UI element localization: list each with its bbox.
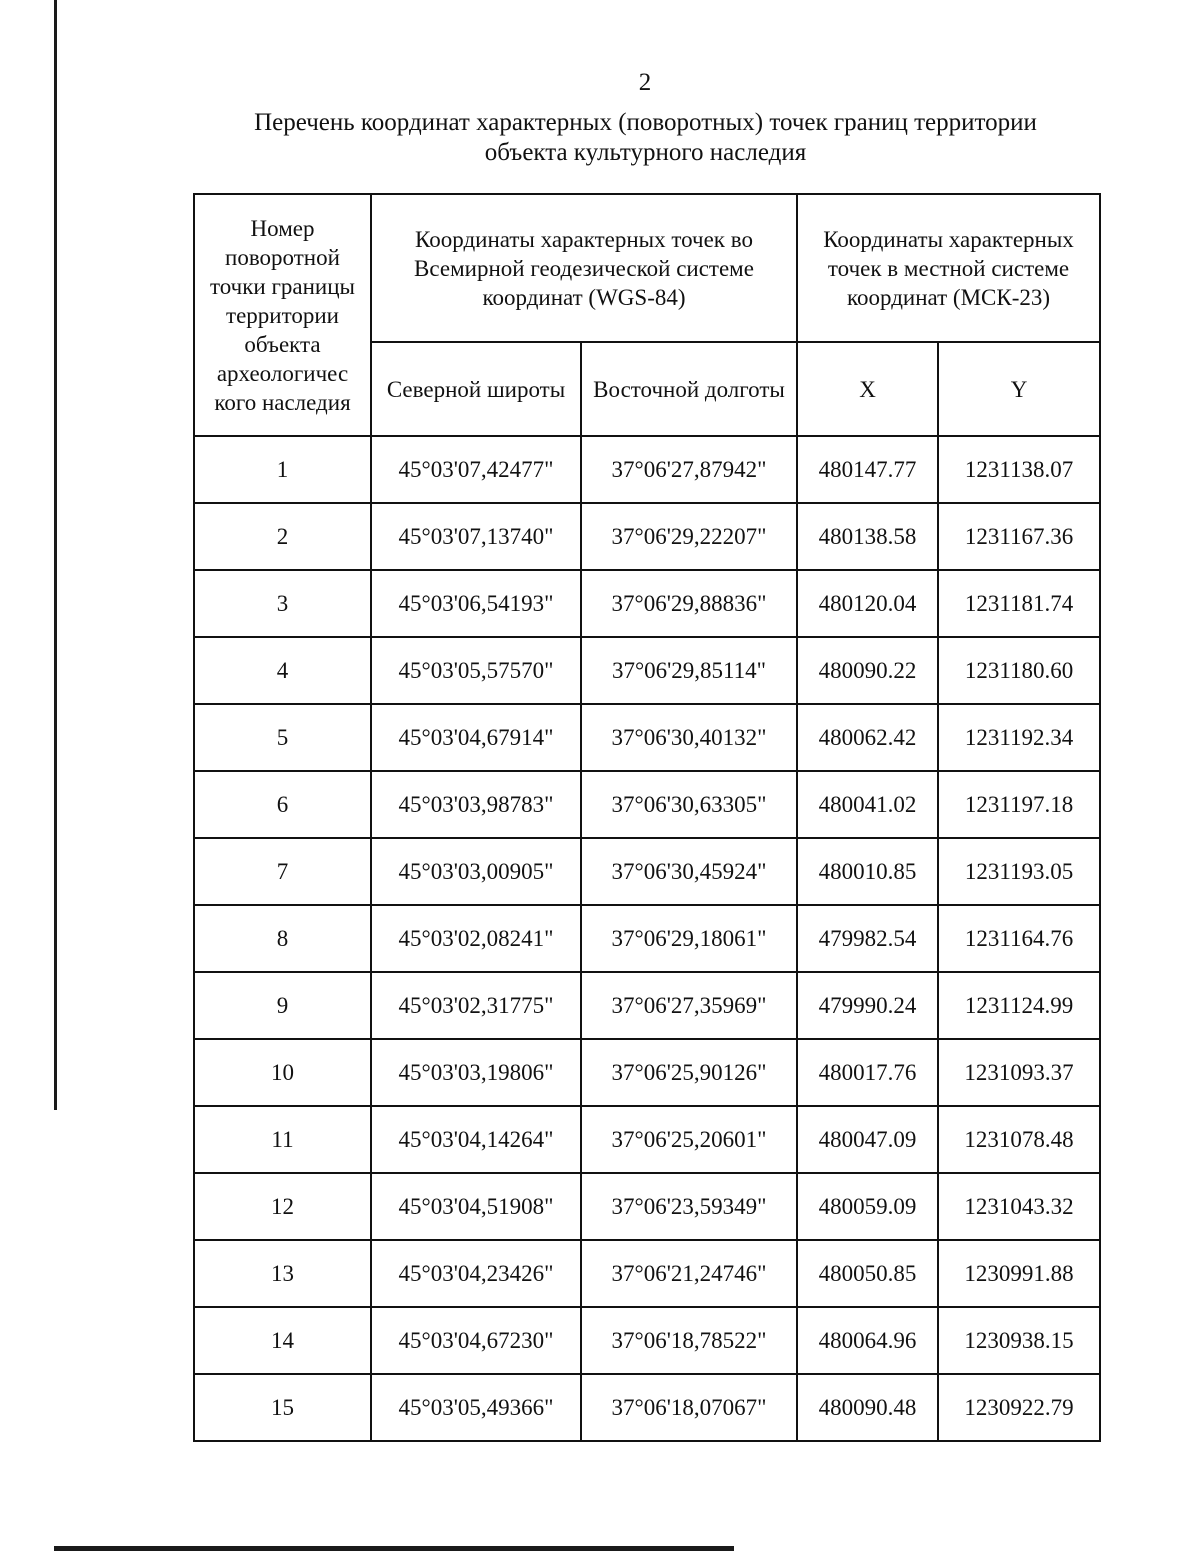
- cell-north-latitude: 45°03'02,31775": [371, 972, 581, 1039]
- table-row: [194, 972, 1100, 1039]
- cell-y: 1231043.32: [938, 1173, 1100, 1240]
- cell-x: 480062.42: [797, 704, 938, 771]
- cell-east-longitude: 37°06'30,45924": [581, 838, 797, 905]
- document-title: [193, 108, 1098, 168]
- table-row: [194, 905, 1100, 972]
- cell-x: 480041.02: [797, 771, 938, 838]
- header-x: X: [797, 342, 938, 436]
- header-north-latitude: Северной широты: [371, 342, 581, 436]
- header-msk23-group: Координаты характерных точек в местной системе координат (МСК-23): [797, 194, 1100, 342]
- cell-point-number: 3: [194, 570, 371, 637]
- cell-point-number: 7: [194, 838, 371, 905]
- table-row: [194, 436, 1100, 503]
- cell-x: 480050.85: [797, 1240, 938, 1307]
- cell-east-longitude: 37°06'29,85114": [581, 637, 797, 704]
- cell-east-longitude: 37°06'18,07067": [581, 1374, 797, 1441]
- table-row: [194, 771, 1100, 838]
- scan-edge-bottom: [54, 1546, 734, 1551]
- cell-y: 1231193.05: [938, 838, 1100, 905]
- table-body: [194, 436, 1100, 1441]
- cell-x: 479990.24: [797, 972, 938, 1039]
- table-row: [194, 503, 1100, 570]
- cell-north-latitude: 45°03'06,54193": [371, 570, 581, 637]
- cell-north-latitude: 45°03'05,57570": [371, 637, 581, 704]
- header-point-number: Номер поворотной точки границы территории объекта археологичес кого наследия: [194, 194, 371, 436]
- header-row-1: [194, 194, 1100, 342]
- cell-point-number: 10: [194, 1039, 371, 1106]
- cell-x: 480138.58: [797, 503, 938, 570]
- coordinates-table: [193, 193, 1101, 1442]
- cell-east-longitude: 37°06'23,59349": [581, 1173, 797, 1240]
- cell-y: 1231078.48: [938, 1106, 1100, 1173]
- cell-y: 1230938.15: [938, 1307, 1100, 1374]
- cell-point-number: 4: [194, 637, 371, 704]
- table-row: [194, 1106, 1100, 1173]
- cell-east-longitude: 37°06'18,78522": [581, 1307, 797, 1374]
- cell-y: 1231192.34: [938, 704, 1100, 771]
- cell-point-number: 14: [194, 1307, 371, 1374]
- cell-x: 480147.77: [797, 436, 938, 503]
- cell-x: 480120.04: [797, 570, 938, 637]
- table-row: [194, 1039, 1100, 1106]
- cell-y: 1230991.88: [938, 1240, 1100, 1307]
- cell-east-longitude: 37°06'30,63305": [581, 771, 797, 838]
- cell-east-longitude: 37°06'29,18061": [581, 905, 797, 972]
- cell-north-latitude: 45°03'02,08241": [371, 905, 581, 972]
- cell-y: 1231181.74: [938, 570, 1100, 637]
- cell-point-number: 13: [194, 1240, 371, 1307]
- cell-east-longitude: 37°06'29,88836": [581, 570, 797, 637]
- table-row: [194, 1173, 1100, 1240]
- cell-east-longitude: 37°06'21,24746": [581, 1240, 797, 1307]
- table-row: [194, 570, 1100, 637]
- cell-east-longitude: 37°06'25,90126": [581, 1039, 797, 1106]
- header-y: Y: [938, 342, 1100, 436]
- cell-east-longitude: 37°06'29,22207": [581, 503, 797, 570]
- cell-x: 480090.22: [797, 637, 938, 704]
- header-east-longitude: Восточной долготы: [581, 342, 797, 436]
- cell-north-latitude: 45°03'03,98783": [371, 771, 581, 838]
- title-line-1: Перечень координат характерных (поворотных) точек границ территории: [254, 109, 1037, 136]
- cell-y: 1231164.76: [938, 905, 1100, 972]
- cell-y: 1231167.36: [938, 503, 1100, 570]
- cell-north-latitude: 45°03'07,13740": [371, 503, 581, 570]
- table-row: [194, 1240, 1100, 1307]
- cell-x: 480090.48: [797, 1374, 938, 1441]
- cell-y: 1231197.18: [938, 771, 1100, 838]
- cell-point-number: 12: [194, 1173, 371, 1240]
- table-row: [194, 838, 1100, 905]
- cell-north-latitude: 45°03'04,51908": [371, 1173, 581, 1240]
- cell-north-latitude: 45°03'03,00905": [371, 838, 581, 905]
- cell-x: 480064.96: [797, 1307, 938, 1374]
- cell-y: 1231093.37: [938, 1039, 1100, 1106]
- cell-x: 480017.76: [797, 1039, 938, 1106]
- cell-point-number: 8: [194, 905, 371, 972]
- cell-x: 480047.09: [797, 1106, 938, 1173]
- header-wgs84-group: Координаты характерных точек во Всемирной геодезической системе координат (WGS-84): [371, 194, 797, 342]
- cell-north-latitude: 45°03'03,19806": [371, 1039, 581, 1106]
- cell-x: 479982.54: [797, 905, 938, 972]
- cell-point-number: 5: [194, 704, 371, 771]
- cell-east-longitude: 37°06'25,20601": [581, 1106, 797, 1173]
- cell-y: 1231180.60: [938, 637, 1100, 704]
- cell-point-number: 9: [194, 972, 371, 1039]
- cell-point-number: 11: [194, 1106, 371, 1173]
- cell-point-number: 6: [194, 771, 371, 838]
- scan-edge-left: [54, 0, 57, 1110]
- table-row: [194, 637, 1100, 704]
- cell-east-longitude: 37°06'30,40132": [581, 704, 797, 771]
- cell-north-latitude: 45°03'04,23426": [371, 1240, 581, 1307]
- cell-point-number: 1: [194, 436, 371, 503]
- table-row: [194, 1374, 1100, 1441]
- page-number: 2: [638, 69, 652, 96]
- cell-y: 1231124.99: [938, 972, 1100, 1039]
- cell-x: 480059.09: [797, 1173, 938, 1240]
- cell-point-number: 2: [194, 503, 371, 570]
- cell-north-latitude: 45°03'04,14264": [371, 1106, 581, 1173]
- cell-east-longitude: 37°06'27,87942": [581, 436, 797, 503]
- cell-east-longitude: 37°06'27,35969": [581, 972, 797, 1039]
- table-row: [194, 704, 1100, 771]
- cell-north-latitude: 45°03'04,67914": [371, 704, 581, 771]
- cell-y: 1230922.79: [938, 1374, 1100, 1441]
- cell-north-latitude: 45°03'07,42477": [371, 436, 581, 503]
- table-row: [194, 1307, 1100, 1374]
- cell-point-number: 15: [194, 1374, 371, 1441]
- cell-north-latitude: 45°03'05,49366": [371, 1374, 581, 1441]
- cell-north-latitude: 45°03'04,67230": [371, 1307, 581, 1374]
- title-line-2: объекта культурного наследия: [484, 139, 807, 166]
- cell-x: 480010.85: [797, 838, 938, 905]
- cell-y: 1231138.07: [938, 436, 1100, 503]
